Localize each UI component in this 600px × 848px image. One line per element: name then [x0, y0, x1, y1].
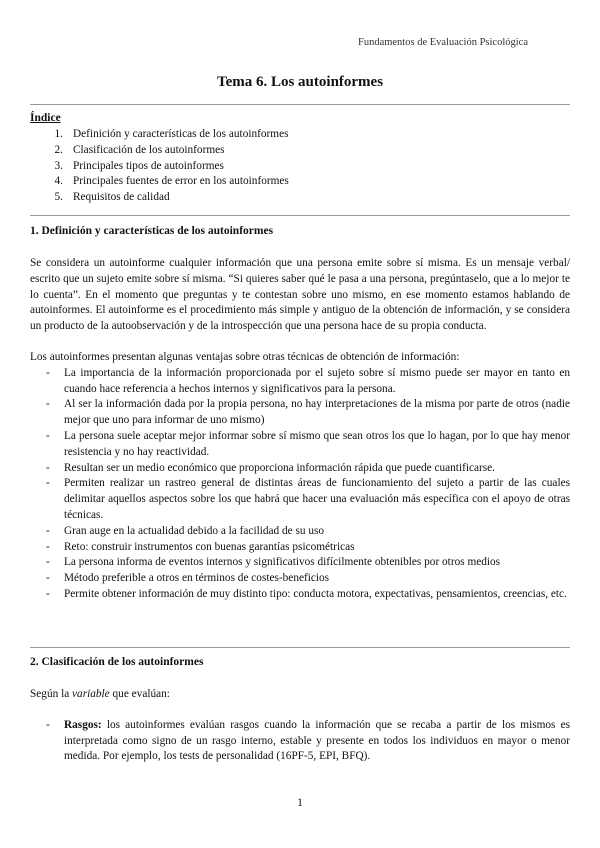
list-item: - Resultan ser un medio económico que proporciona información rápida que puede cuantificarse.	[46, 461, 496, 474]
index-item-label: Principales tipos de autoinformes	[73, 159, 224, 172]
index-item-label: Requisitos de calidad	[73, 191, 170, 204]
index-item	[30, 127, 289, 143]
list-item: - La persona informa de eventos internos y significativos difícilmente obtenibles por otros medios	[46, 556, 501, 569]
list-item-text: los autoinformes evalúan rasgos cuando la información que se recaba a partir de los mismos es interpretada como signo de un rasgo interno, estable y presente en todos los individuos en mayor o menor medida. Por ejemplo, los tests de personalidad (16PF-5, EPI, BFQ).	[64, 718, 570, 763]
classification-list	[30, 718, 570, 765]
page-number: 1	[297, 797, 303, 809]
list-item-text: Permite obtener información de muy distinto tipo: conducta motora, expectativas, pensamientos, creencias, etc.	[64, 587, 567, 600]
list-item-text: Gran auge en la actualidad debido a la facilidad de su uso	[64, 524, 325, 537]
section-1-heading: 1. Definición y características de los autoinformes	[30, 225, 274, 237]
list-item-text: Método preferible a otros en términos de costes-beneficios	[64, 572, 330, 585]
list-item-text: Reto: construir instrumentos con buenas garantías psicométricas	[64, 540, 355, 553]
index-item	[30, 159, 289, 175]
index-heading: Índice	[30, 112, 61, 124]
index-item-number: 1.	[54, 128, 63, 140]
list-item: - Método preferible a otros en términos de costes-beneficios	[46, 572, 330, 585]
index-item	[30, 190, 289, 206]
index-item	[30, 143, 289, 159]
list-item: - La persona suele aceptar mejor informar sobre sí mismo que sean otros los que lo hagan, por lo que hay menor resistencia y no hay reactividad.	[46, 429, 570, 458]
intro-text: Según la	[30, 688, 73, 700]
section-1-body	[30, 256, 570, 603]
intro-text: que evalúan:	[109, 688, 170, 700]
divider	[30, 215, 570, 216]
list-item: - Gran auge en la actualidad debido a la facilidad de su uso	[46, 524, 325, 537]
index-item	[30, 174, 289, 190]
list-item: - Permiten realizar un rastreo general de distintas áreas de funcionamiento del sujeto a partir de las cuales delimitar aquellos aspectos sobre los que habrá que hacer una evaluación más específica con el apoyo de otras técnicas.	[46, 477, 570, 521]
divider	[30, 104, 570, 105]
list-item-text: La persona suele aceptar mejor informar sobre sí mismo que sean otros los que lo hagan, por lo que hay menor resistencia y no hay reactividad.	[64, 429, 570, 458]
list-item: - Reto: construir instrumentos con buenas garantías psicométricas	[46, 540, 355, 553]
list-item: - Permite obtener información de muy distinto tipo: conducta motora, expectativas, pensamientos, creencias, etc.	[46, 587, 567, 600]
list-item-text: Permiten realizar un rastreo general de distintas áreas de funcionamiento del sujeto a partir de las cuales delimitar aquellos aspectos sobre los que habrá que hacer una evaluación más específica con el apoyo de otras técnicas.	[64, 477, 570, 521]
page-title: Tema 6. Los autoinformes	[216, 74, 384, 90]
index-item-label: Principales fuentes de error en los autoinformes	[73, 175, 289, 188]
index-item-number: 4.	[54, 175, 63, 188]
advantages-list	[30, 366, 570, 603]
list-item-text: La importancia de la información proporcionada por el sujeto sobre sí mismo puede ser mayor en tanto en cuando hace referencia a hechos internos y significativos para la persona.	[64, 366, 570, 395]
section-2-body	[30, 687, 570, 765]
intro-emphasis: variable	[72, 688, 110, 700]
index-item-label: Clasificación de los autoinformes	[73, 143, 225, 156]
section-2-heading: 2. Clasificación de los autoinformes	[30, 656, 204, 668]
index-item-number: 3.	[54, 159, 63, 172]
index-item-label: Definición y características de los autoinformes	[73, 128, 289, 140]
index-item-number: 2.	[54, 143, 63, 156]
list-item-text: La persona informa de eventos internos y significativos difícilmente obtenibles por otros medios	[64, 556, 501, 569]
section-2-intro	[30, 687, 570, 703]
list-item: - La importancia de la información proporcionada por el sujeto sobre sí mismo puede ser mayor en tanto en cuando hace referencia a hechos internos y significativos para la persona.	[46, 366, 570, 395]
running-header: Fundamentos de Evaluación Psicológica	[357, 37, 528, 48]
list-item-text: Resultan ser un medio económico que proporciona información rápida que puede cuantificarse.	[64, 461, 496, 474]
divider	[30, 647, 570, 648]
list-item-text: Al ser la información dada por la propia persona, no hay interpretaciones de la misma por parte de otros (nadie mejor que uno para informar de uno mismo)	[64, 398, 570, 427]
index-item-number: 5.	[54, 191, 63, 204]
index-list	[30, 127, 289, 206]
list-item-term: Rasgos:	[64, 718, 102, 731]
list-item: - Al ser la información dada por la propia persona, no hay interpretaciones de la misma por parte de otros (nadie mejor que uno para informar de uno mismo)	[46, 398, 570, 427]
section-1-advantages-intro: Los autoinformes presentan algunas ventajas sobre otras técnicas de obtención de información:	[30, 350, 460, 363]
list-item: - Rasgos: los autoinformes evalúan rasgos cuando la información que se recaba a partir de los mismos es interpretada como signo de un rasgo interno, estable y presente en todos los individuos en mayor o menor medida. Por ejemplo, los tests de personalidad (16PF-5, EPI, BFQ).	[46, 718, 570, 763]
section-1-paragraph: Se considera un autoinforme cualquier información que una persona emite sobre sí misma. Es un mensaje verbal/ escrito que un sujeto emite sobre sí misma. “Si quieres saber qué le pasa a una persona, pregúntaselo, que a lo mejor te lo cuenta”. En el momento que preguntas y te contestan sobre uno mismo, en ese momento estamos hablando de autoinformes. El autoinforme es el procedimiento más simple y antiguo de la obtención de información, y se considera un producto de la autoobservación y de la introspección que una persona hace de su propia conducta.	[30, 257, 570, 333]
